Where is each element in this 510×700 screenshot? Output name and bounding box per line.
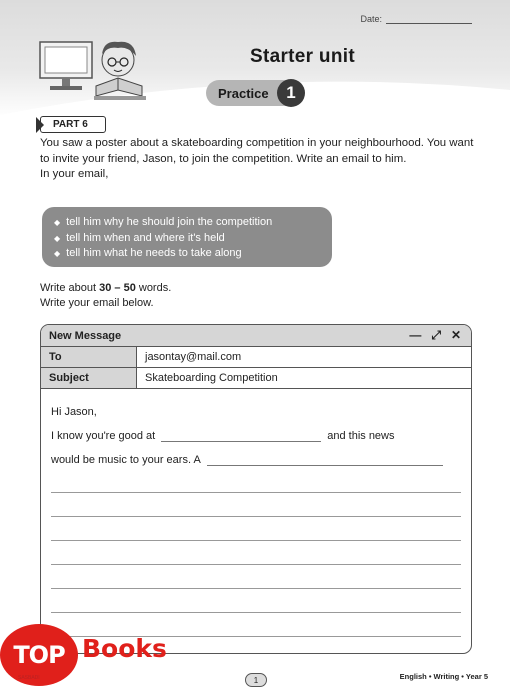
task-paragraph: You saw a poster about a skateboarding competition in your neighbourhood. You want to invite your friend, Jason, to join the competition. Write an email to him. xyxy=(40,137,474,165)
task-description xyxy=(40,136,480,183)
part-label: PART 6 xyxy=(40,116,106,133)
diamond-bullet-icon: ◆ xyxy=(54,233,61,243)
unit-title: Starter unit xyxy=(250,46,355,67)
page-number: 1 xyxy=(245,673,267,687)
writing-rule[interactable] xyxy=(51,589,461,613)
practice-number: 1 xyxy=(277,79,305,107)
subject-row xyxy=(41,368,471,389)
list-item: ◆ tell him what he needs to take along xyxy=(54,246,320,262)
greeting-line: Hi Jason, xyxy=(51,406,97,418)
answer-blank[interactable] xyxy=(207,456,443,466)
word-count-range: 30 – 50 xyxy=(99,282,136,294)
diamond-bullet-icon: ◆ xyxy=(54,249,61,258)
publisher-mark: SASBADI xyxy=(18,675,40,681)
window-title: New Message xyxy=(49,329,122,342)
to-row xyxy=(41,347,471,368)
writing-rule[interactable] xyxy=(51,517,461,541)
task-paragraph-2: In your email, xyxy=(40,168,109,180)
subject-field[interactable]: Skateboarding Competition xyxy=(145,372,278,384)
diamond-bullet-icon: ◆ xyxy=(54,218,61,227)
practice-label: Practice xyxy=(218,85,269,101)
writing-line-1: I know you're good at and this news xyxy=(51,430,395,442)
email-compose-window xyxy=(40,324,472,654)
to-label: To xyxy=(41,347,137,367)
to-field[interactable]: jasontay@mail.com xyxy=(145,351,242,363)
close-icon[interactable]: ✕ xyxy=(450,328,461,342)
date-line xyxy=(386,15,472,24)
email-titlebar xyxy=(41,325,471,347)
writing-rule[interactable] xyxy=(51,493,461,517)
date-field[interactable] xyxy=(360,14,472,24)
list-item: ◆ tell him why he should join the competition xyxy=(54,215,320,231)
email-points-box xyxy=(42,207,332,267)
writing-rule[interactable] xyxy=(51,469,461,493)
email-body[interactable] xyxy=(41,389,471,654)
practice-badge xyxy=(206,80,304,106)
reading-student-illustration xyxy=(38,38,156,104)
topbooks-logo xyxy=(0,620,200,690)
word-count-instruction: Write about 30 – 50 words. xyxy=(40,282,172,294)
date-label: Date: xyxy=(360,14,382,24)
list-item: ◆ tell him when and where it's held xyxy=(54,231,320,247)
minimize-icon[interactable]: — xyxy=(409,328,422,342)
logo-books-text: Books xyxy=(82,634,167,663)
writing-rule[interactable] xyxy=(51,541,461,565)
answer-blank[interactable] xyxy=(161,432,321,442)
footer-subject: English • Writing • Year 5 xyxy=(399,672,488,681)
writing-line-2: would be music to your ears. A xyxy=(51,445,461,469)
expand-icon[interactable]: ⤢ xyxy=(431,328,441,342)
subject-label: Subject xyxy=(41,368,137,388)
writing-rule[interactable] xyxy=(51,565,461,589)
write-below-instruction: Write your email below. xyxy=(40,297,154,309)
logo-top-badge: TOP xyxy=(0,624,78,686)
window-controls xyxy=(409,328,461,343)
instructions xyxy=(40,281,171,311)
